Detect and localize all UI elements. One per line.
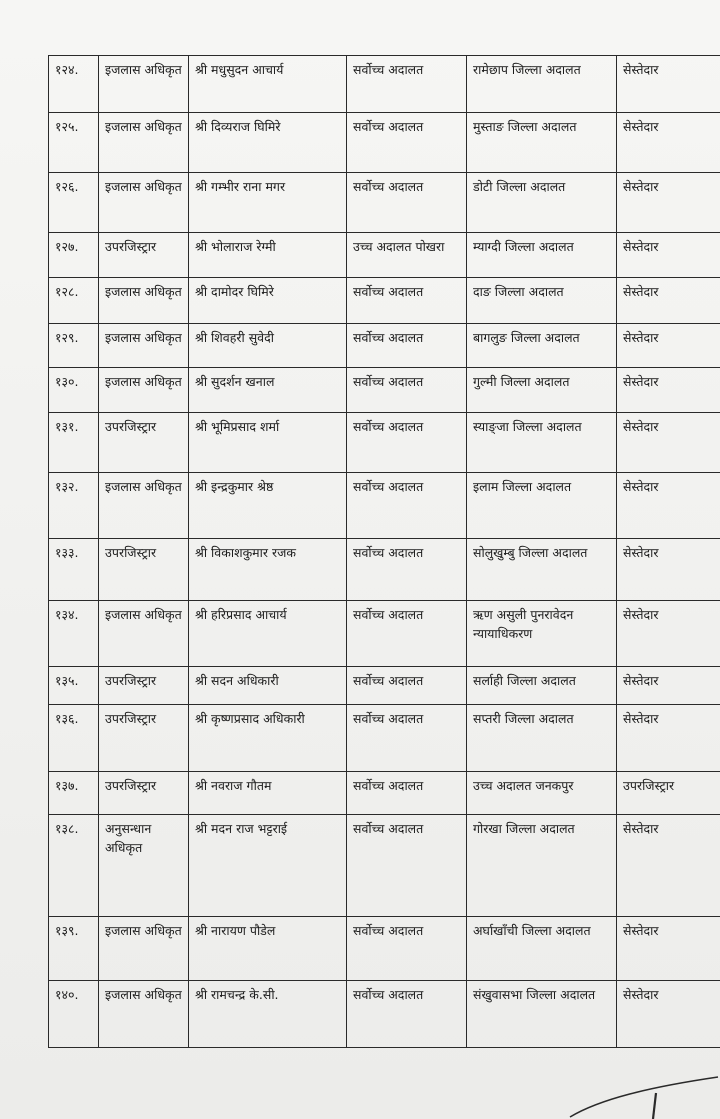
serial-number: १३८.: [49, 815, 99, 917]
transfer-office: स्याङ्जा जिल्ला अदालत: [467, 413, 617, 473]
table-row: [49, 173, 720, 233]
table-row: [49, 56, 720, 113]
transfer-office: संखुवासभा जिल्ला अदालत: [467, 981, 617, 1048]
current-office: सर्वोच्च अदालत: [347, 56, 467, 113]
table-row: [49, 815, 720, 917]
current-office: सर्वोच्च अदालत: [347, 539, 467, 601]
table-row: [49, 113, 720, 173]
new-post: सेस्तेदार: [617, 113, 720, 173]
serial-number: १२५.: [49, 113, 99, 173]
current-office: सर्वोच्च अदालत: [347, 917, 467, 981]
current-office: सर्वोच्च अदालत: [347, 705, 467, 772]
new-post: सेस्तेदार: [617, 56, 720, 113]
current-office: सर्वोच्च अदालत: [347, 981, 467, 1048]
current-post: इजलास अधिकृत: [99, 113, 189, 173]
new-post: सेस्तेदार: [617, 173, 720, 233]
current-post: उपरजिस्ट्रार: [99, 667, 189, 705]
current-office: सर्वोच्च अदालत: [347, 173, 467, 233]
transfer-office: दाङ जिल्ला अदालत: [467, 278, 617, 324]
current-post: इजलास अधिकृत: [99, 324, 189, 368]
transfer-office: डोटी जिल्ला अदालत: [467, 173, 617, 233]
new-post: सेस्तेदार: [617, 539, 720, 601]
serial-number: १२७.: [49, 233, 99, 278]
transfer-office: ऋण असुली पुनरावेदन न्यायाधिकरण: [467, 601, 617, 667]
current-office: सर्वोच्च अदालत: [347, 601, 467, 667]
serial-number: १३५.: [49, 667, 99, 705]
employee-name: श्री नवराज गौतम: [189, 772, 347, 815]
employee-name: श्री इन्द्रकुमार श्रेष्ठ: [189, 473, 347, 539]
current-post: इजलास अधिकृत: [99, 368, 189, 413]
table-row: [49, 324, 720, 368]
table-row: [49, 368, 720, 413]
serial-number: १३३.: [49, 539, 99, 601]
current-post: उपरजिस्ट्रार: [99, 772, 189, 815]
employee-name: श्री सदन अधिकारी: [189, 667, 347, 705]
current-office: सर्वोच्च अदालत: [347, 772, 467, 815]
current-post: उपरजिस्ट्रार: [99, 705, 189, 772]
current-post: अनुसन्धान अधिकृत: [99, 815, 189, 917]
new-post: सेस्तेदार: [617, 981, 720, 1048]
current-office: सर्वोच्च अदालत: [347, 667, 467, 705]
current-office: उच्च अदालत पोखरा: [347, 233, 467, 278]
employee-name: श्री नारायण पौडेल: [189, 917, 347, 981]
transfer-office: सर्लाही जिल्ला अदालत: [467, 667, 617, 705]
pen-stroke-mark: [560, 1069, 720, 1119]
table-row: [49, 413, 720, 473]
employee-name: श्री दामोदर घिमिरे: [189, 278, 347, 324]
table-row: [49, 981, 720, 1048]
employee-name: श्री शिवहरी सुवेदी: [189, 324, 347, 368]
employee-name: श्री भोलाराज रेग्मी: [189, 233, 347, 278]
serial-number: १३२.: [49, 473, 99, 539]
new-post: सेस्तेदार: [617, 667, 720, 705]
serial-number: १२८.: [49, 278, 99, 324]
current-office: सर्वोच्च अदालत: [347, 324, 467, 368]
employee-name: श्री हरिप्रसाद आचार्य: [189, 601, 347, 667]
transfer-office: बागलुङ जिल्ला अदालत: [467, 324, 617, 368]
table-row: [49, 705, 720, 772]
current-post: उपरजिस्ट्रार: [99, 233, 189, 278]
serial-number: १३०.: [49, 368, 99, 413]
new-post: सेस्तेदार: [617, 705, 720, 772]
current-post: इजलास अधिकृत: [99, 278, 189, 324]
serial-number: १३९.: [49, 917, 99, 981]
current-office: सर्वोच्च अदालत: [347, 368, 467, 413]
current-post: इजलास अधिकृत: [99, 173, 189, 233]
serial-number: १३६.: [49, 705, 99, 772]
new-post: सेस्तेदार: [617, 413, 720, 473]
employee-name: श्री विकाशकुमार रजक: [189, 539, 347, 601]
new-post: सेस्तेदार: [617, 473, 720, 539]
current-post: इजलास अधिकृत: [99, 917, 189, 981]
table-row: [49, 539, 720, 601]
new-post: सेस्तेदार: [617, 324, 720, 368]
new-post: सेस्तेदार: [617, 233, 720, 278]
table-row: [49, 601, 720, 667]
transfer-office: गोरखा जिल्ला अदालत: [467, 815, 617, 917]
employee-name: श्री सुदर्शन खनाल: [189, 368, 347, 413]
current-office: सर्वोच्च अदालत: [347, 815, 467, 917]
current-office: सर्वोच्च अदालत: [347, 278, 467, 324]
employee-name: श्री कृष्णप्रसाद अधिकारी: [189, 705, 347, 772]
transfer-office: इलाम जिल्ला अदालत: [467, 473, 617, 539]
table-row: [49, 772, 720, 815]
new-post: सेस्तेदार: [617, 815, 720, 917]
employee-name: श्री गम्भीर राना मगर: [189, 173, 347, 233]
new-post: सेस्तेदार: [617, 278, 720, 324]
table-row: [49, 473, 720, 539]
serial-number: १२९.: [49, 324, 99, 368]
transfer-office: उच्च अदालत जनकपुर: [467, 772, 617, 815]
transfer-office: सप्तरी जिल्ला अदालत: [467, 705, 617, 772]
serial-number: १३४.: [49, 601, 99, 667]
current-office: सर्वोच्च अदालत: [347, 413, 467, 473]
new-post: सेस्तेदार: [617, 917, 720, 981]
transfer-office: म्याग्दी जिल्ला अदालत: [467, 233, 617, 278]
transfer-office: सोलुखुम्बु जिल्ला अदालत: [467, 539, 617, 601]
serial-number: १२४.: [49, 56, 99, 113]
table-row: [49, 667, 720, 705]
new-post: सेस्तेदार: [617, 368, 720, 413]
current-post: इजलास अधिकृत: [99, 56, 189, 113]
current-post: इजलास अधिकृत: [99, 473, 189, 539]
current-post: उपरजिस्ट्रार: [99, 539, 189, 601]
transfer-table: [48, 55, 720, 1048]
new-post: उपरजिस्ट्रार: [617, 772, 720, 815]
table-row: [49, 917, 720, 981]
table-row: [49, 278, 720, 324]
serial-number: १४०.: [49, 981, 99, 1048]
current-post: इजलास अधिकृत: [99, 981, 189, 1048]
transfer-office: गुल्मी जिल्ला अदालत: [467, 368, 617, 413]
employee-name: श्री मदन राज भट्टराई: [189, 815, 347, 917]
employee-name: श्री मधुसुदन आचार्य: [189, 56, 347, 113]
table-row: [49, 233, 720, 278]
transfer-office: मुस्ताङ जिल्ला अदालत: [467, 113, 617, 173]
employee-name: श्री दिव्यराज घिमिरे: [189, 113, 347, 173]
current-post: उपरजिस्ट्रार: [99, 413, 189, 473]
current-post: इजलास अधिकृत: [99, 601, 189, 667]
transfer-office: रामेछाप जिल्ला अदालत: [467, 56, 617, 113]
serial-number: १३७.: [49, 772, 99, 815]
new-post: सेस्तेदार: [617, 601, 720, 667]
employee-name: श्री भूमिप्रसाद शर्मा: [189, 413, 347, 473]
current-office: सर्वोच्च अदालत: [347, 473, 467, 539]
current-office: सर्वोच्च अदालत: [347, 113, 467, 173]
serial-number: १३१.: [49, 413, 99, 473]
employee-name: श्री रामचन्द्र के.सी.: [189, 981, 347, 1048]
transfer-office: अर्घाखाँची जिल्ला अदालत: [467, 917, 617, 981]
serial-number: १२६.: [49, 173, 99, 233]
